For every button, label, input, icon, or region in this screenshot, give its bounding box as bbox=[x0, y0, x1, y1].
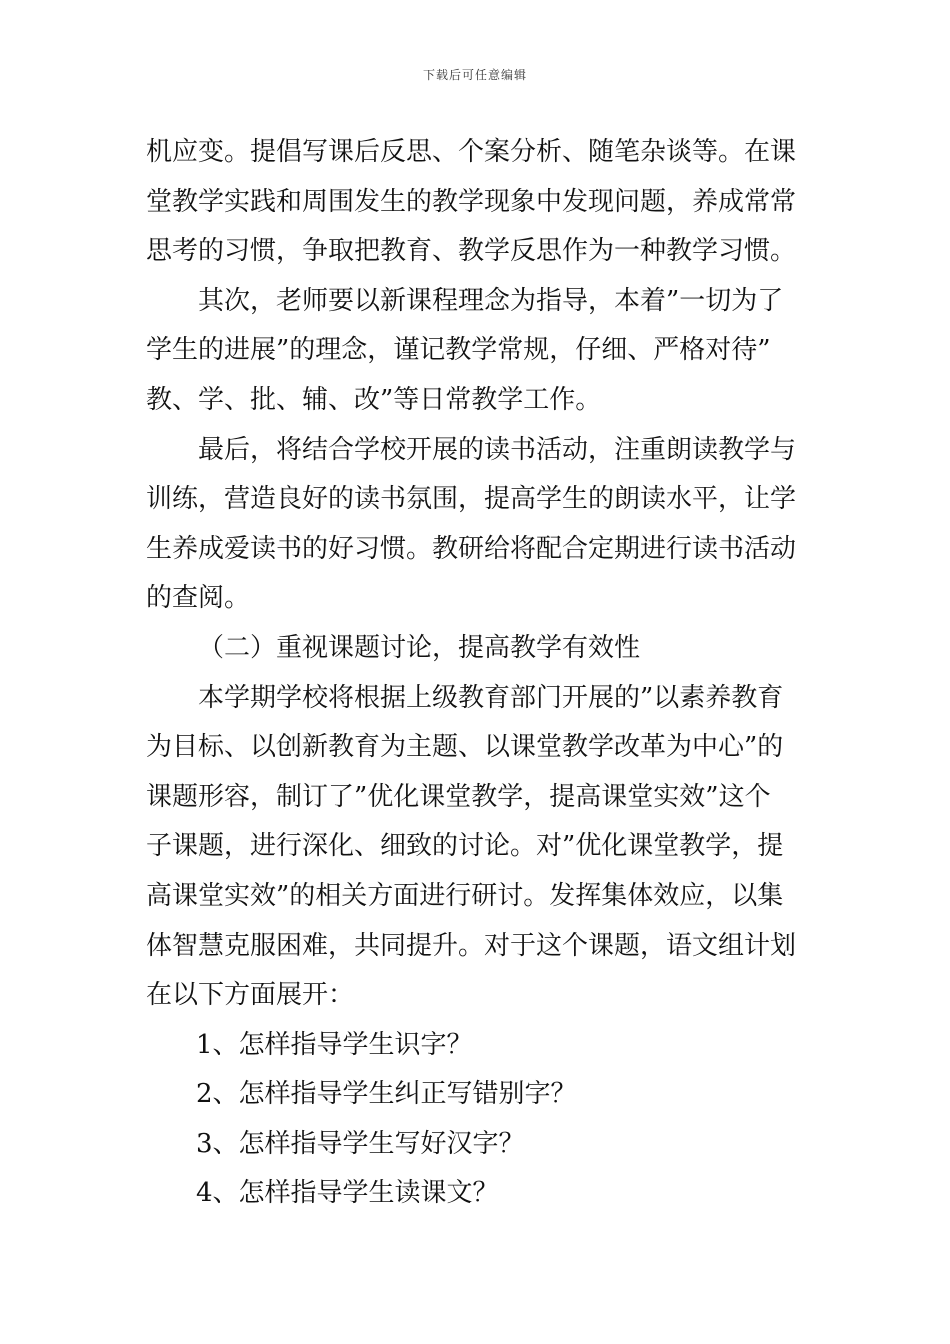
list-item: 3、怎样指导学生写好汉字？ bbox=[196, 1128, 525, 1159]
text-line: 高课堂实效”的相关方面进行研讨。发挥集体效应，以集 bbox=[146, 880, 784, 911]
list-item: 1、怎样指导学生识字？ bbox=[196, 1029, 473, 1060]
text-line: 体智慧克服困难，共同提升。对于这个课题，语文组计划 bbox=[146, 930, 797, 961]
text-line: 思考的习惯，争取把教育、教学反思作为一种教学习惯。 bbox=[146, 236, 797, 267]
document-body bbox=[146, 128, 810, 1219]
text-line: 课题形容，制订了”优化课堂教学，提高课堂实效”这个 bbox=[146, 781, 771, 812]
text-line: 教、学、批、辅、改”等日常教学工作。 bbox=[146, 384, 602, 415]
section-heading: （二）重视课题讨论，提高教学有效性 bbox=[198, 632, 641, 663]
text-line: 机应变。提倡写课后反思、个案分析、随笔杂谈等。在课 bbox=[146, 137, 797, 167]
paragraph-start-line: 其次，老师要以新课程理念为指导，本着”一切为了 bbox=[198, 285, 784, 316]
text-line: 学生的进展”的理念，谨记教学常规，仔细、严格对待” bbox=[146, 335, 771, 366]
text-line: 训练，营造良好的读书氛围，提高学生的朗读水平，让学 bbox=[146, 484, 797, 515]
text-line: 子课题，进行深化、细致的讨论。对”优化课堂教学，提 bbox=[146, 831, 784, 862]
text-line: 在以下方面展开： bbox=[146, 980, 355, 1011]
text-line: 为目标、以创新教育为主题、以课堂教学改革为中心”的 bbox=[146, 732, 784, 763]
text-line: 生养成爱读书的好习惯。教研给将配合定期进行读书活动 bbox=[146, 533, 797, 564]
paragraph-start-line: 本学期学校将根据上级教育部门开展的”以素养教育 bbox=[198, 682, 784, 713]
paragraph-start-line: 最后，将结合学校开展的读书活动，注重朗读教学与 bbox=[198, 434, 797, 465]
text-line: 堂教学实践和周围发生的教学现象中发现问题，养成常常 bbox=[146, 186, 797, 217]
list-item: 4、怎样指导学生读课文？ bbox=[196, 1178, 499, 1209]
page-header: 下载后可任意编辑 bbox=[422, 68, 527, 82]
list-item: 2、怎样指导学生纠正写错别字？ bbox=[196, 1079, 577, 1110]
text-line: 的查阅。 bbox=[146, 583, 251, 614]
